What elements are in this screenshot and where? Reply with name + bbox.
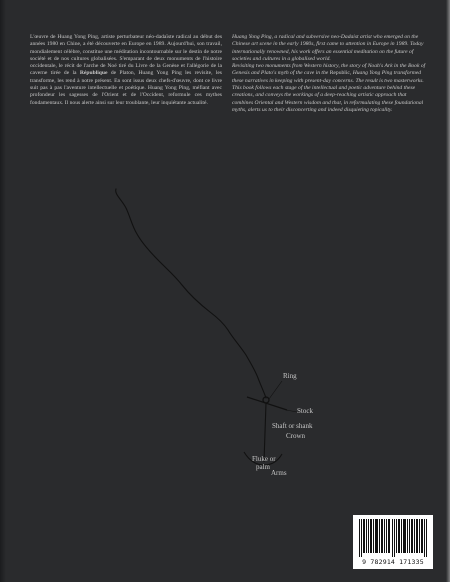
label-leader-stock (286, 410, 297, 412)
anchor-shaft (264, 403, 266, 462)
label-shaft: Shaft or shank (272, 422, 313, 430)
barcode-number: 9 782914 171335 (362, 558, 424, 566)
french-text-c: de Platon, Huang Yong Ping les revisite, les transforme, les rend à notre présent. En sont issus deux chefs-d'œuvre, dont ce livre suit pas à pas l'aventure intellectuelle et poétique. Huang Yong Ping, méfiant avec profondeur les sagesses de l'Orient et de l'Occident, reformule ces mythes fondamentaux. Il nous alerte ainsi sur leur troublante, leur inquiétante actualité. (30, 70, 222, 106)
label-stock: Stock (297, 407, 313, 415)
label-leader-ring (269, 381, 282, 399)
english-paragraph-1: Huang Yong Ping, a radical and subversive neo-Dadaist artist who emerged on the Chinese art scene in the early 1980s, first came to attention in Europe in 1989. Today internationally renowned, his work offers an essential meditation on the future of societies and cultures in a globalised world. (232, 34, 424, 62)
french-text-a: L'œuvre de Huang Yong Ping, artiste perturbateur néo-dadaïste radical au début des années 1980 en Chine, a été découverte en Europe en 1989. Aujourd'hui, son travail, mondialement célèbre, constitue une méditation incontournable sur le destin de notre société et de nos cultures globalisées. (30, 34, 222, 62)
label-ring: Ring (283, 372, 297, 380)
french-text-b: S'emparant de deux monuments de l'histoire occidentale, le récit de l'arche de Noé tiré du Livre de la Genèse et l'allégorie de la caverne tirée de la (30, 55, 222, 77)
rope-line (116, 189, 266, 398)
english-republic: Republic (329, 70, 350, 77)
label-palm: palm (256, 463, 270, 471)
anchor-stock (247, 397, 287, 410)
english-text-a: Revisiting two monuments from Western history, the story of Noah's Ark in the Book of Genesis and Plato's myth of the cave in the (232, 63, 426, 77)
label-arms: Arms (271, 469, 287, 477)
label-crown: Crown (286, 432, 306, 440)
french-republique: République (79, 70, 108, 77)
barcode (353, 515, 433, 569)
label-fluke: Fluke or (252, 455, 276, 463)
barcode-bars (359, 519, 427, 557)
english-text-b: , Huang Yong Ping transformed these narratives in keeping with present-day concerns. The result is two masterworks. This book follows each stage of the intellectual and poetic adventure behind these creations, and conveys the workings of a deep-reaching artistic approach that combines Oriental and Western wisdom and that, in reformulating these foundational myths, alerts us to their disconcerting and indeed disquieting topicality. (232, 70, 424, 113)
